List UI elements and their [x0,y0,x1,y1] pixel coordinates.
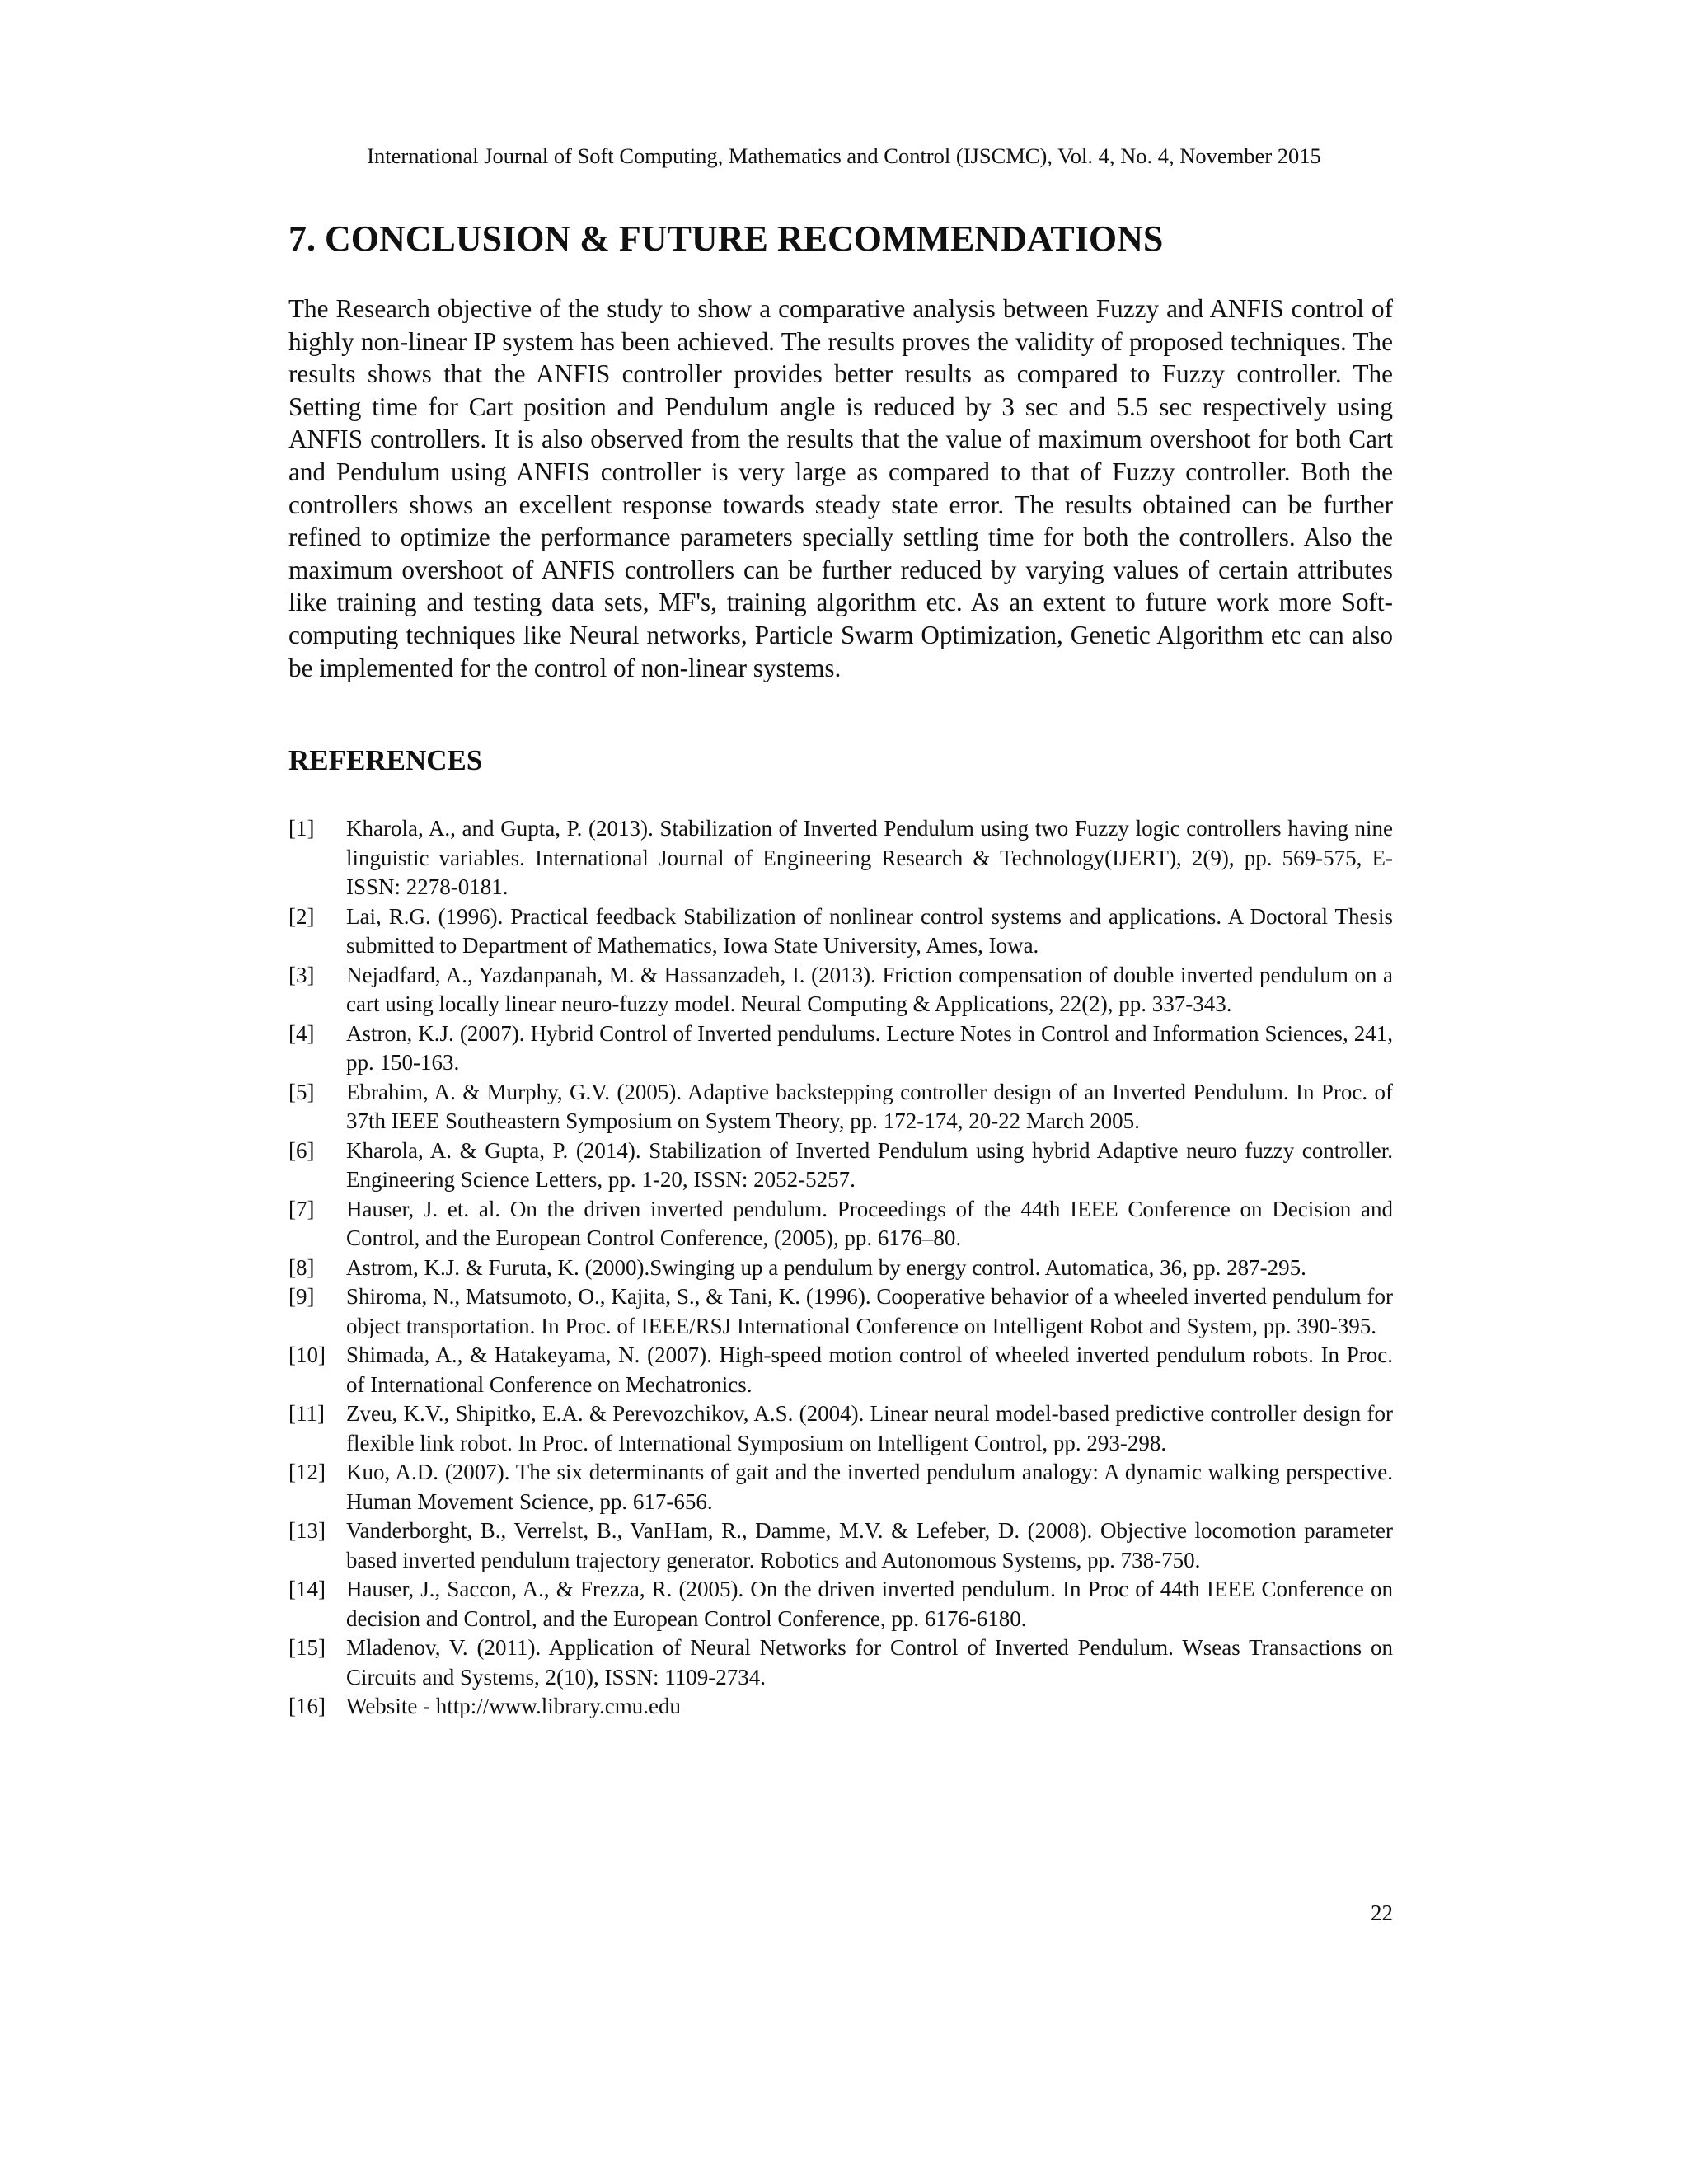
reference-text: Mladenov, V. (2011). Application of Neural Networks for Control of Inverted Pendulum. Wseas Transactions on Circuits and Systems, 2(10), ISSN: 1109-2734. [346,1635,1393,1690]
reference-text: Shiroma, N., Matsumoto, O., Kajita, S., & Tani, K. (1996). Cooperative behavior of a wheeled inverted pendulum for object transportation. In Proc. of IEEE/RSJ International Conference on Intelligent Robot and System, pp. 390-395. [346,1284,1393,1338]
reference-number: [16] [288,1694,326,1718]
reference-text: Astron, K.J. (2007). Hybrid Control of Inverted pendulums. Lecture Notes in Control and Information Sciences, 241, pp. 150-163. [346,1020,1393,1075]
reference-item [288,1575,1393,1633]
reference-number: [9] [288,1284,315,1309]
running-header: International Journal of Soft Computing, Mathematics and Control (IJSCMC), Vol. 4, No. 4, November 2015 [367,143,1321,168]
reference-item [288,814,1393,902]
reference-item [288,1019,1393,1078]
reference-item [288,1516,1393,1575]
reference-item [288,1137,1393,1195]
reference-number: [11] [288,1401,325,1426]
reference-number: [14] [288,1577,326,1601]
reference-number: [2] [288,903,315,929]
reference-item [288,1458,1393,1516]
reference-item [288,1692,1393,1722]
reference-text: Vanderborght, B., Verrelst, B., VanHam, R., Damme, M.V. & Lefeber, D. (2008). Objective locomotion parameter based inverted pendulum trajectory generator. Robotics and Autonomous Systems, pp. 738-750. [346,1518,1393,1572]
references-heading: REFERENCES [288,744,483,776]
reference-number: [4] [288,1020,315,1046]
reference-number: [3] [288,962,315,987]
reference-text: Shimada, A., & Hatakeyama, N. (2007). High-speed motion control of wheeled inverted pendulum robots. In Proc. of International Conference on Mechatronics. [346,1343,1393,1397]
reference-item [288,1078,1393,1137]
reference-item [288,902,1393,961]
reference-number: [1] [288,816,315,841]
reference-number: [5] [288,1079,315,1104]
reference-item [288,1399,1393,1458]
reference-text: Ebrahim, A. & Murphy, G.V. (2005). Adaptive backstepping controller design of an Inverted Pendulum. In Proc. of 37th IEEE Southeastern Symposium on System Theory, pp. 172-174, 20-22 March 2005. [346,1079,1393,1133]
reference-text: Website - http://www.library.cmu.edu [346,1694,681,1718]
section-heading: 7. CONCLUSION & FUTURE RECOMMENDATIONS [288,218,1164,259]
reference-item [288,1633,1393,1692]
reference-text: Nejadfard, A., Yazdanpanah, M. & Hassanzadeh, I. (2013). Friction compensation of double inverted pendulum on a cart using locally linear neuro-fuzzy model. Neural Computing & Applications, 22(2), pp. 337-343. [346,962,1393,1016]
reference-number: [7] [288,1196,315,1221]
reference-number: [13] [288,1518,326,1543]
conclusion-paragraph: The Research objective of the study to show a comparative analysis between Fuzzy and ANFIS control of highly non-linear IP system has been achieved. The results proves the validity of proposed techniques. The results shows that the ANFIS controller provides better results as compared to Fuzzy controller. The Setting time for Cart position and Pendulum angle is reduced by 3 sec and 5.5 sec respectively using ANFIS controllers. It is also observed from the results that the value of maximum overshoot for both Cart and Pendulum using ANFIS controller is very large as compared to that of Fuzzy controller. Both the controllers shows an excellent response towards steady state error. The results obtained can be further refined to optimize the performance parameters specially settling time for both the controllers. Also the maximum overshoot of ANFIS controllers can be further reduced by varying values of certain attributes like training and testing data sets, MF's, training algorithm etc. As an extent to future work more Soft-computing techniques like Neural networks, Particle Swarm Optimization, Genetic Algorithm etc can also be implemented for the control of non-linear systems. [288,294,1393,682]
reference-item [288,1282,1393,1341]
reference-text: Lai, R.G. (1996). Practical feedback Stabilization of nonlinear control systems and applications. A Doctoral Thesis submitted to Department of Mathematics, Iowa State University, Ames, Iowa. [346,903,1393,958]
reference-text: Kuo, A.D. (2007). The six determinants of gait and the inverted pendulum analogy: A dynamic walking perspective. Human Movement Science, pp. 617-656. [346,1460,1393,1514]
reference-number: [12] [288,1460,326,1484]
reference-number: [6] [288,1137,315,1163]
reference-text: Hauser, J., Saccon, A., & Frezza, R. (2005). On the driven inverted pendulum. In Proc of 44th IEEE Conference on decision and Control, and the European Control Conference, pp. 6176-6180. [346,1577,1393,1631]
reference-item [288,1254,1393,1283]
reference-text: Kharola, A. & Gupta, P. (2014). Stabilization of Inverted Pendulum using hybrid Adaptive neuro fuzzy controller. Engineering Science Letters, pp. 1-20, ISSN: 2052-5257. [346,1137,1393,1192]
reference-number: [8] [288,1254,315,1280]
reference-item [288,1195,1393,1254]
reference-number: [10] [288,1343,326,1367]
reference-text: Zveu, K.V., Shipitko, E.A. & Perevozchikov, A.S. (2004). Linear neural model-based predictive controller design for flexible link robot. In Proc. of International Symposium on Intelligent Control, pp. 293-298. [346,1401,1393,1455]
reference-text: Kharola, A., and Gupta, P. (2013). Stabilization of Inverted Pendulum using two Fuzzy logic controllers having nine linguistic variables. International Journal of Engineering Research & Technology(IJERT), 2(9), pp. 569-575, E-ISSN: 2278-0181. [346,816,1393,899]
reference-list [288,814,1393,1722]
reference-text: Hauser, J. et. al. On the driven inverted pendulum. Proceedings of the 44th IEEE Conference on Decision and Control, and the European Control Conference, (2005), pp. 6176–80. [346,1196,1393,1250]
reference-item [288,961,1393,1019]
page-number: 22 [1371,1900,1393,1925]
reference-number: [15] [288,1635,326,1660]
reference-item [288,1341,1393,1399]
reference-text: Astrom, K.J. & Furuta, K. (2000).Swinging up a pendulum by energy control. Automatica, 36, pp. 287-295. [346,1254,1306,1280]
